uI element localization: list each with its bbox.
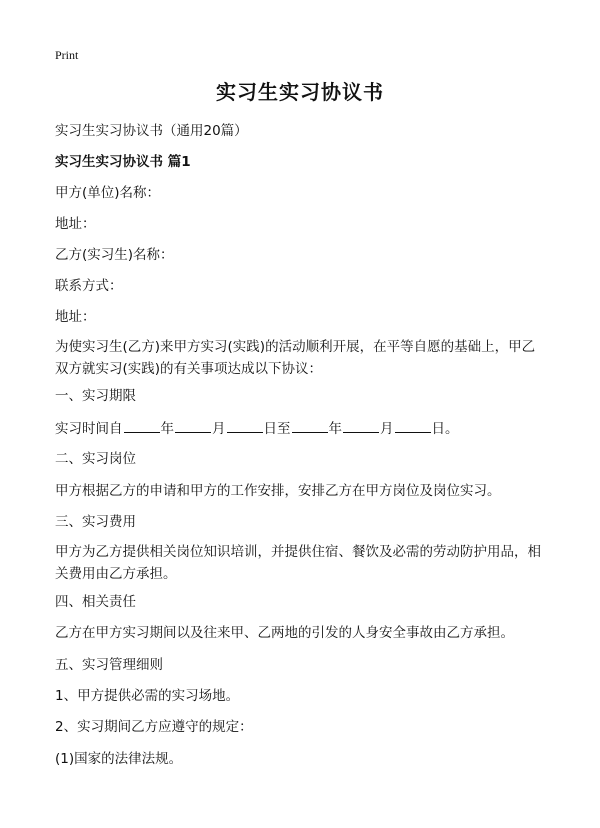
heading-duty: 四、相关责任: [55, 594, 136, 610]
field-party-b: 乙方(实习生)名称：: [55, 247, 174, 263]
period-year1: 年: [160, 421, 174, 437]
period-day2: 日。: [431, 421, 459, 437]
blank-year-end: [292, 418, 328, 433]
duty-text: 乙方在甲方实习期间以及往来甲、乙两地的引发的人身安全事故由乙方承担。: [55, 625, 514, 641]
blank-month-end: [343, 418, 379, 433]
blank-year-start: [124, 418, 160, 433]
field-contact: 联系方式：: [55, 278, 123, 294]
print-label[interactable]: Print: [55, 48, 79, 62]
heading-management: 五、实习管理细则: [55, 657, 163, 673]
management-item-3: (1)国家的法律法规。: [55, 751, 183, 767]
management-item-2: 2、实习期间乙方应遵守的规定：: [55, 719, 253, 735]
period-day1: 日至: [263, 421, 291, 437]
blank-day-start: [227, 418, 263, 433]
period-year2: 年: [328, 421, 342, 437]
period-month2: 月: [380, 421, 394, 437]
section-title: 实习生实习协议书 篇1: [55, 154, 191, 170]
page-title: 实习生实习协议书: [216, 80, 384, 104]
position-text: 甲方根据乙方的申请和甲方的工作安排，安排乙方在甲方岗位及岗位实习。: [55, 483, 501, 499]
management-item-1: 1、甲方提供必需的实习场地。: [55, 688, 240, 704]
intro-paragraph: 为使实习生(乙方)来甲方实习(实践)的活动顺利开展，在平等自愿的基础上，甲乙双方就实习(实践)的有关事项达成以下协议：: [55, 339, 536, 377]
field-address-a: 地址：: [55, 216, 96, 232]
heading-period: 一、实习期限: [55, 388, 136, 404]
document-subtitle: 实习生实习协议书（通用20篇）: [55, 123, 248, 139]
period-line: [55, 418, 459, 439]
field-party-a: 甲方(单位)名称：: [55, 185, 161, 201]
period-prefix: 实习时间自: [55, 421, 123, 437]
heading-position: 二、实习岗位: [55, 451, 136, 467]
fees-text: 甲方为乙方提供相关岗位知识培训，并提供住宿、餐饮及必需的劳动防护用品，相关费用由乙方承担。: [55, 544, 541, 582]
blank-month-start: [175, 418, 211, 433]
period-month1: 月: [212, 421, 226, 437]
heading-fees: 三、实习费用: [55, 514, 136, 530]
blank-day-end: [395, 418, 431, 433]
field-address-b: 地址：: [55, 309, 96, 325]
